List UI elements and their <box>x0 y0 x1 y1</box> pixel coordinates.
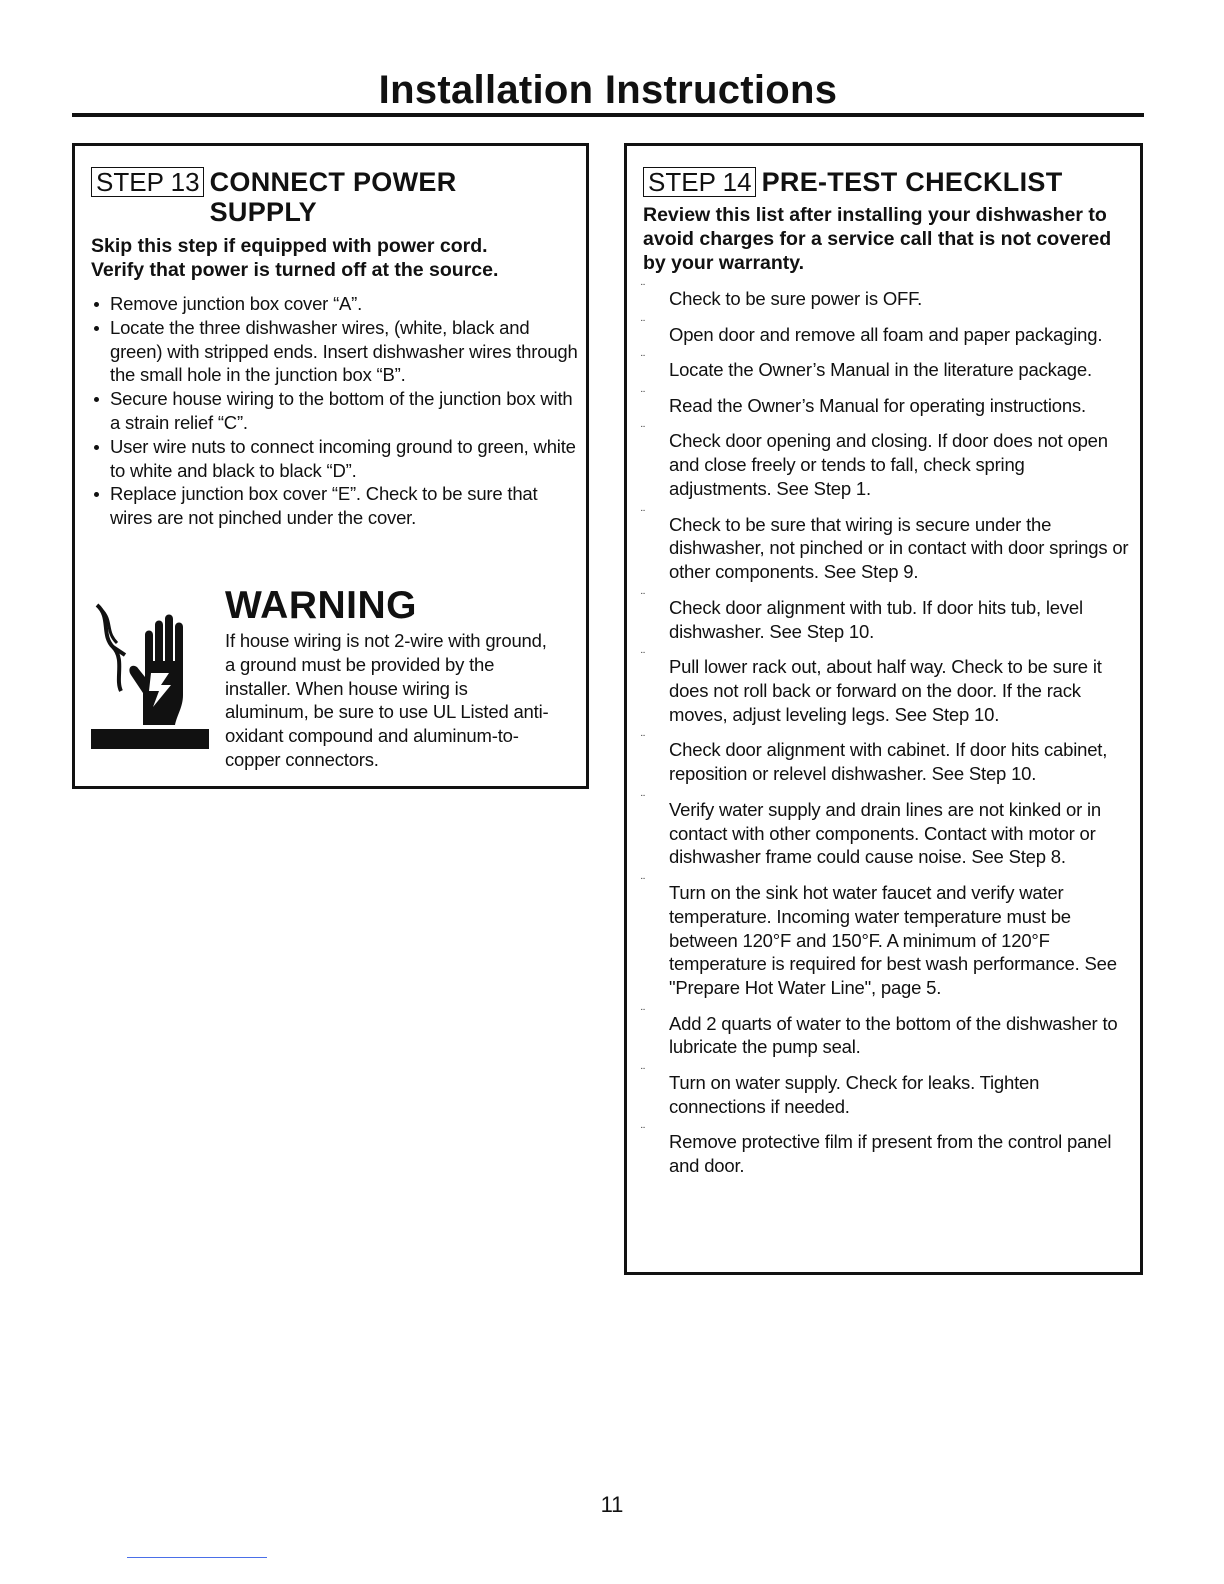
checkbox-icon: ¨ <box>641 281 645 295</box>
checklist-item-text: Check door opening and closing. If door does not open and close freely or tends to fall, check spring adjustments. See Step 1. <box>669 430 1108 499</box>
checklist-item <box>641 1005 1131 1060</box>
checklist-item-text: Verify water supply and drain lines are not kinked or in contact with other components. Contact with motor or dishwasher frame could cause noise. See Step 8. <box>669 798 1102 868</box>
checklist-item <box>641 874 1131 1000</box>
checkbox-icon: ¨ <box>641 506 645 521</box>
bullet-item: Remove junction box cover “A”. <box>93 292 583 316</box>
page-title: Installation Instructions <box>378 68 838 112</box>
checklist-item <box>641 352 1131 382</box>
checklist-item-text: Turn on the sink hot water faucet and verify water temperature. Incoming water temperature must be between 120°F and 150°F. A minimum of 120°F temperature is required for best wash performance. See "Prepare Hot Water Line", page 5. <box>669 881 1117 999</box>
checklist-item <box>641 387 1131 418</box>
step14-tag: STEP 14 <box>643 167 756 197</box>
step13-lead-line1: Skip this step if equipped with power cord. <box>91 235 488 257</box>
checkbox-icon: ¨ <box>641 1124 645 1139</box>
bullet-item: Replace junction box cover “E”. Check to be sure that wires are not pinched under the cover. <box>93 482 583 530</box>
checklist-item <box>641 281 1131 311</box>
checkbox-icon: ¨ <box>641 732 645 747</box>
checkbox-icon: ¨ <box>641 423 645 438</box>
checkbox-icon: ¨ <box>641 387 645 402</box>
checklist-item <box>641 589 1131 644</box>
checkbox-icon: ¨ <box>641 352 645 367</box>
step14-lead: Review this list after installing your dishwasher to avoid charges for a service call that is not covered by your warranty. <box>643 204 1112 274</box>
checklist-item-text: Open door and remove all foam and paper packaging. <box>669 323 1103 345</box>
step13-lead-line2: Verify that power is turned off at the source. <box>91 259 499 281</box>
checklist-item-text: Check to be sure that wiring is secure under the dishwasher, not pinched or in contact with door springs or other components. See Step 9. <box>669 513 1129 583</box>
checklist-item-text: Locate the Owner’s Manual in the literature package. <box>669 359 1092 381</box>
step13-lead <box>91 234 581 282</box>
step13-title-line2: SUPPLY <box>209 197 317 227</box>
bullet-item: Secure house wiring to the bottom of the junction box with a strain relief “C”. <box>93 387 583 435</box>
step13-bullet-list <box>93 292 583 530</box>
step13-panel <box>72 143 589 789</box>
checklist-item <box>641 649 1131 726</box>
checklist-item <box>641 791 1131 869</box>
checkbox-icon: ¨ <box>641 316 645 331</box>
checklist-item <box>641 506 1131 584</box>
bullet-item: Locate the three dishwasher wires, (white, black and green) with stripped ends. Insert dishwasher wires through the small hole in the junction box “B”. <box>93 316 583 387</box>
checkbox-icon: ¨ <box>641 1005 645 1020</box>
checklist-item-text: Pull lower rack out, about half way. Check to be sure it does not roll back or forward on the door. If the rack moves, adjust leveling legs. See Step 10. <box>669 656 1102 725</box>
checklist-item-text: Add 2 quarts of water to the bottom of the dishwasher to lubricate the pump seal. <box>669 1012 1118 1058</box>
checklist-item-text: Remove protective film if present from the control panel and door. <box>669 1131 1112 1177</box>
page-number: 11 <box>600 1492 624 1517</box>
step13-title <box>210 167 457 227</box>
step14-title: PRE-TEST CHECKLIST <box>761 167 1063 197</box>
warning-text: If house wiring is not 2-wire with ground, a ground must be provided by the installer. When house wiring is aluminum, be sure to use UL Listed anti-oxidant compound and aluminum-to-copper connectors. <box>225 630 549 770</box>
checklist-item <box>641 316 1131 347</box>
footer-rule <box>127 1557 267 1558</box>
title-rule <box>72 113 1144 117</box>
checklist-item <box>641 423 1131 500</box>
checklist-item-text: Check door alignment with cabinet. If door hits cabinet, reposition or relevel dishwasher. See Step 10. <box>669 739 1108 785</box>
checkbox-icon: ¨ <box>641 1065 645 1080</box>
checklist-item <box>641 732 1131 786</box>
step14-header <box>643 167 1063 197</box>
checklist-item <box>641 1124 1131 1178</box>
warning-title: WARNING <box>225 584 417 627</box>
checklist-item-text: Check to be sure power is OFF. <box>669 288 923 309</box>
checklist-item-text: Read the Owner’s Manual for operating instructions. <box>669 394 1086 416</box>
bullet-item: User wire nuts to connect incoming ground to green, white to white and black to black “D”. <box>93 435 583 483</box>
step14-panel <box>624 143 1143 1275</box>
checklist-item <box>641 1065 1131 1119</box>
checklist-item-text: Check door alignment with tub. If door hits tub, level dishwasher. See Step 10. <box>669 596 1083 642</box>
step14-checklist <box>641 281 1131 1190</box>
checkbox-icon: ¨ <box>641 874 645 889</box>
checklist-item-text: Turn on water supply. Check for leaks. Tighten connections if needed. <box>669 1072 1040 1117</box>
checkbox-icon: ¨ <box>641 791 645 806</box>
step13-title-line1: CONNECT POWER <box>209 167 457 197</box>
electrical-shock-hazard-icon <box>91 595 209 749</box>
step13-tag: STEP 13 <box>91 167 204 197</box>
checkbox-icon: ¨ <box>641 589 645 604</box>
checkbox-icon: ¨ <box>641 649 645 664</box>
step13-header <box>91 167 457 227</box>
